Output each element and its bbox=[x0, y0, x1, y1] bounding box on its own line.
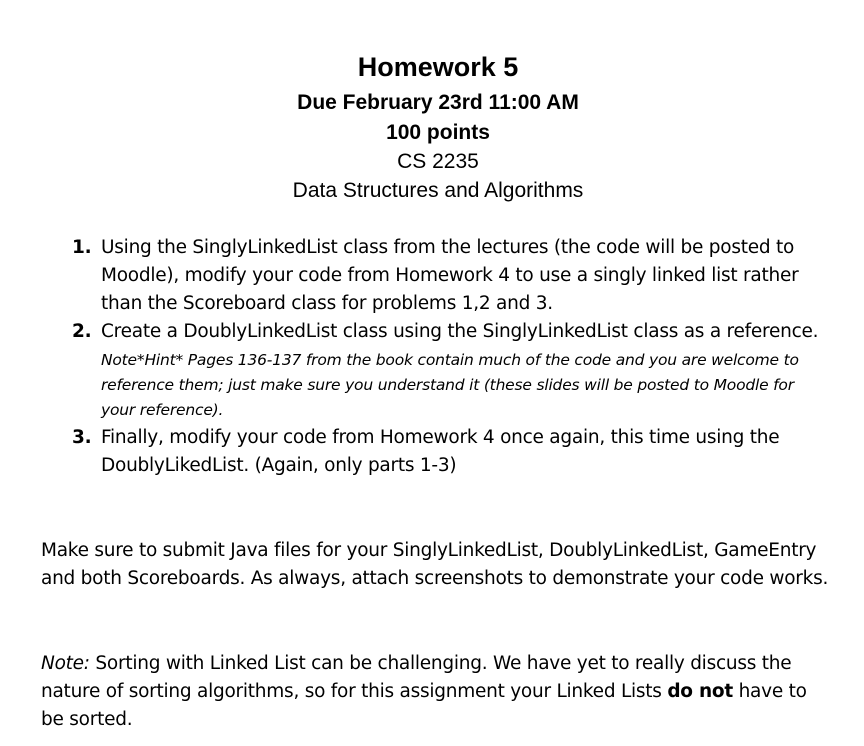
homework-title: Homework 5 bbox=[357, 52, 519, 82]
note-emphasis: do not bbox=[667, 681, 733, 702]
note-text-after: have to be sorted. bbox=[41, 681, 807, 730]
submission-instructions: Make sure to submit Java files for your SinglyLinkedList, DoublyLinkedList, GameEntry and both Scoreboards. As always, attach screenshots to demonstrate your code works. bbox=[41, 540, 829, 589]
course-subject: Data Structures and Algorithms bbox=[292, 179, 584, 202]
problem-text: Finally, modify your code from Homework 4 once again, this time using the DoublyLikedList. (Again, only parts 1-3) bbox=[101, 427, 780, 476]
problem-number: 1. bbox=[72, 237, 92, 258]
due-date: Due February 23rd 11:00 AM bbox=[297, 91, 579, 114]
note-text-before: Sorting with Linked List can be challenging. We have yet to really discuss the nature of sorting algorithms, so for this assignment your Linked Lists bbox=[41, 653, 792, 702]
sorting-note bbox=[41, 650, 831, 734]
points-value: 100 points bbox=[386, 121, 490, 144]
problem-item bbox=[60, 318, 830, 423]
problem-number: 2. bbox=[72, 321, 92, 342]
note-label: Note: bbox=[41, 653, 90, 674]
problem-text: Using the SinglyLinkedList class from the lectures (the code will be posted to Moodle), modify your code from Homework 4 to use a singly linked list rather than the Scoreboard class for problems 1,2 and 3. bbox=[101, 237, 799, 314]
problem-item bbox=[60, 234, 830, 318]
problem-item bbox=[60, 424, 830, 480]
problem-list bbox=[60, 234, 830, 480]
course-code: CS 2235 bbox=[397, 150, 479, 173]
problem-number: 3. bbox=[72, 427, 92, 448]
problem-text: Create a DoublyLinkedList class using the SinglyLinkedList class as a reference. bbox=[101, 321, 819, 342]
problem-hint: Note*Hint* Pages 136-137 from the book contain much of the code and you are welcome to reference them; just make sure you understand it (these slides will be posted to Moodle for your reference). bbox=[101, 351, 799, 419]
